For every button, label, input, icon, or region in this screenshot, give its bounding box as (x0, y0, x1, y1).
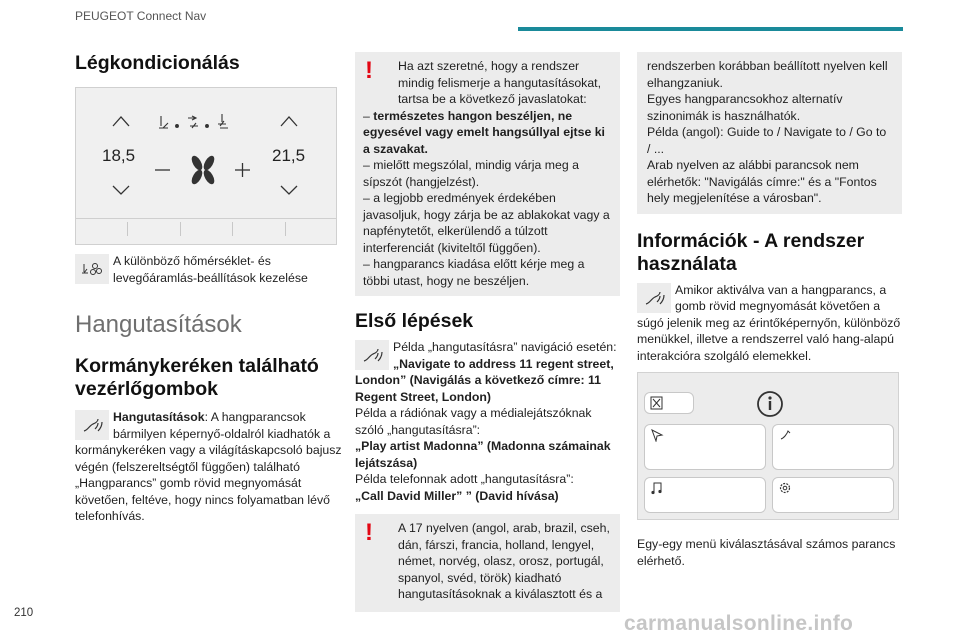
warning-icon: ! (365, 519, 373, 546)
languages-continued-note (637, 52, 902, 214)
temp-left-down-icon (113, 186, 129, 194)
cont-3: Példa (angol): Guide to / Navigate to / Go to / ... (647, 125, 887, 156)
ac-title: Légkondicionálás (75, 52, 240, 74)
example-nav-command: „Navigate to address 11 regent street, London” (Navigálás a következő címre: 11 Regent Street, London) (355, 356, 614, 404)
running-header: PEUGEOT Connect Nav (75, 9, 207, 23)
ac-settings-icon (75, 254, 109, 284)
ac-caption-row (75, 253, 343, 286)
voice-command-icon (355, 340, 389, 370)
info-system-title: Információk - A rendszer használata (637, 229, 865, 275)
watermark: carmanualsonline.info (624, 612, 854, 635)
note1-bullet3: – a legjobb eredmények érdekében javasoljuk, hogy zárja be az ablakokat vagy a napfénytetőt, elkerülendő a túlzott interferenciát (kiviteltől függően). (363, 191, 610, 255)
temp-right-down-icon (281, 186, 297, 194)
cont-1: rendszerben korábban beállított nyelven kell elhangzaniuk. (647, 59, 888, 90)
phone-icon (778, 428, 792, 442)
voice-commands-heading: Hangutasítások (75, 311, 242, 338)
column-middle (355, 52, 620, 612)
ac-caption: A különböző hőmérséklet- és levegőáramlás-beállítások kezelése (113, 254, 308, 285)
music-note-icon (650, 481, 664, 495)
note1-bullet1: – természetes hangon beszéljen, ne egyesével vagy emelt hangsúllyal ejtse ki a szavakat. (363, 108, 605, 156)
example-phone-command: „Call David Miller” ” (David hívása) (355, 488, 559, 503)
info-icon[interactable] (756, 390, 784, 418)
warning-icon: ! (365, 57, 373, 84)
warning-note-recognition (355, 52, 620, 296)
cont-2: Egyes hangparancsokhoz alternatív szinonimák is használhatók. (647, 92, 843, 123)
first-steps-body (355, 339, 620, 504)
voice-command-icon (637, 283, 671, 313)
ac-control-panel (75, 87, 337, 245)
voice-command-icon (75, 410, 109, 440)
info-body (637, 282, 902, 365)
voice-menu-settings[interactable] (772, 477, 894, 513)
note2-text: A 17 nyelven (angol, arab, brazil, cseh, dán, fárszi, francia, holland, lengyel, német, norvég, olasz, orosz, portugál, spanyol, svéd, török) kiadható hangutasításoknak a kiválasztott és a (398, 521, 610, 601)
voice-help-screen (637, 372, 899, 520)
voice-menu-media[interactable] (644, 477, 766, 513)
page-number: 210 (14, 607, 34, 619)
voice-menu-navigation[interactable] (644, 424, 766, 470)
note1-intro: Ha azt szeretné, hogy a rendszer mindig felismerje a hangutasításokat, tartsa be a következő javaslatokat: (398, 59, 602, 106)
column-left (75, 52, 343, 525)
ac-panel-graphics (76, 88, 338, 246)
voice-menu-phone[interactable] (772, 424, 894, 470)
example-nav-intro: Példa „hangutasításra” navigáció esetén: (393, 340, 617, 354)
example-phone-intro: Példa telefonnak adott „hangutasításra”: (355, 472, 574, 486)
temp-right-up-icon (281, 117, 297, 126)
steering-controls-title: Kormánykeréken található vezérlőgombok (75, 355, 319, 400)
steering-block: Hangutasítások: A hangparancsok bármilyen képernyő-oldalról kiadhatók a kormánykeréken vagy a világításkapcsoló bajusz végén (felszereltségtől függően) található „Hangparancs” gomb rövid megnyomását követően, feltéve, hogy nincs folyamatban lévő telefonhívás. (75, 410, 342, 523)
column-right (637, 52, 902, 569)
steering-label: Hangutasítások (113, 410, 205, 424)
temp-right[interactable]: 21,5 (272, 146, 306, 165)
menu-caption: Egy-egy menü kiválasztásával számos parancs elérhető. (637, 537, 896, 568)
airflow-modes-icon (159, 114, 228, 128)
example-radio-command: „Play artist Madonna” (Madonna számainak lejátszása) (355, 439, 611, 470)
warning-note-languages (355, 514, 620, 612)
first-steps-title: Első lépések (355, 310, 474, 332)
settings-gear-icon (778, 481, 792, 495)
note1-bullet4: – hangparancs kiadása előtt kérje meg a többi utast, hogy ne beszéljen. (363, 257, 585, 288)
temp-left[interactable]: 18,5 (102, 146, 136, 165)
example-radio-intro: Példa a rádiónak vagy a médialejátszóknak szóló „hangutasításra”: (355, 406, 592, 437)
fan-icon (190, 154, 217, 186)
info-body-text: Amikor aktiválva van a hangparancs, a gomb rövid megnyomását követően a súgó jelenik meg az érintőképernyőn, különböző menükkel, illetve a rendszerrel való hang-alapú interakcióra szolgáló elemekkel. (637, 282, 901, 363)
note1-bullet2: – mielőtt megszólal, mindig várja meg a sípszót (hangjelzést). (363, 158, 579, 189)
voice-menu-close[interactable] (644, 392, 694, 414)
cont-4: Arab nyelven az alábbi parancsok nem elérhetők: "Navigálás címre:" és a "Fontos hely megjelenítése a városban". (647, 158, 877, 205)
header-rule (518, 27, 903, 31)
steering-body: A hangparancsok bármilyen képernyő-oldalról kiadhatók a kormánykeréken vagy a világításkapcsoló bajusz végén (felszereltségtől függően) található „Hangparancs” gomb rövid megnyomását követően, feltéve, hogy nincs folyamatban lévő telefonhívás. (75, 410, 342, 523)
temp-left-up-icon (113, 117, 129, 126)
close-box-icon (650, 396, 664, 410)
navigation-icon (650, 428, 664, 442)
